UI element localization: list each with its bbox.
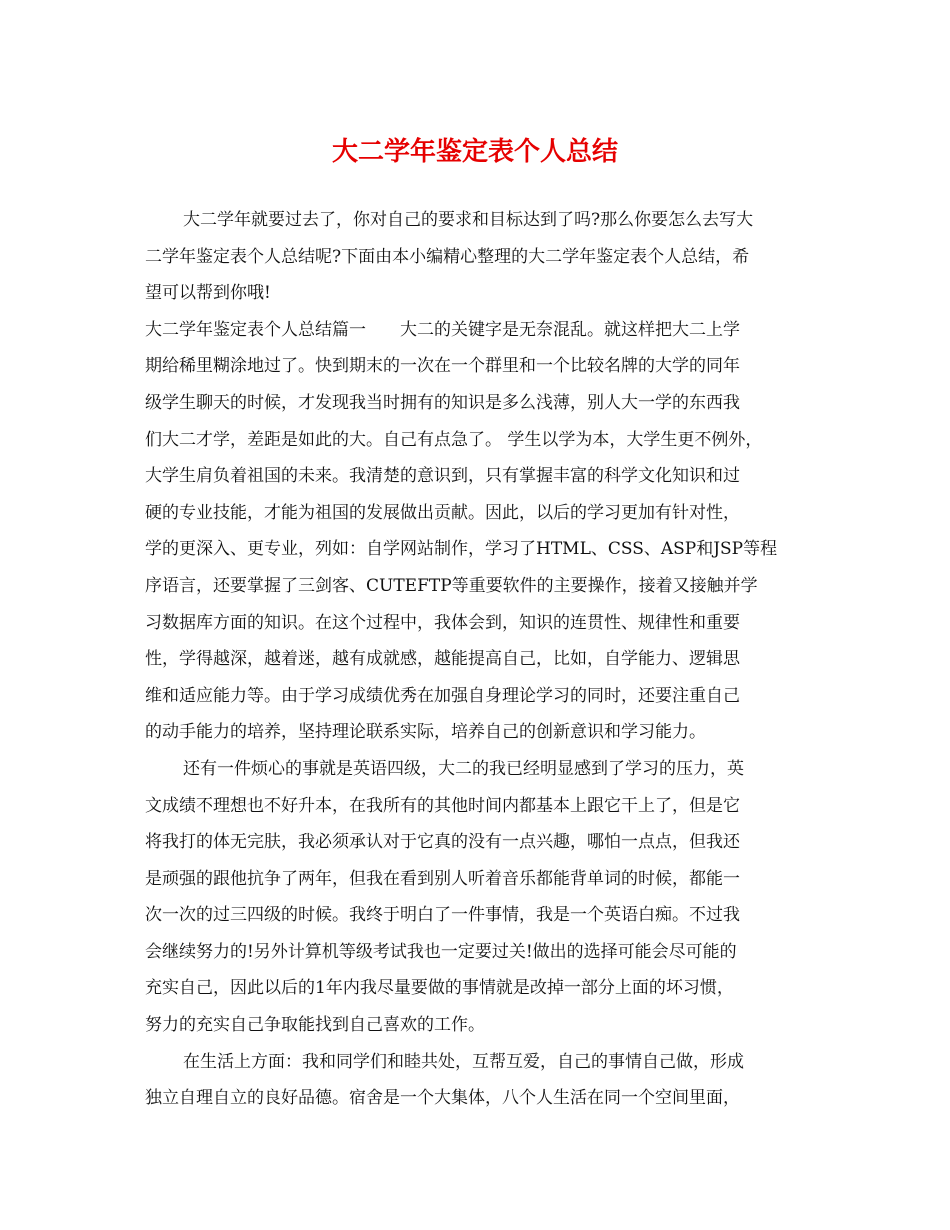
text-line: 硬的专业技能，才能为祖国的发展做出贡献。因此，以后的学习更加有针对性， bbox=[145, 502, 740, 523]
document-title: 大二学年鉴定表个人总结 bbox=[331, 137, 618, 167]
text-line: 期给稀里糊涂地过了。快到期末的一次在一个群里和一个比较名牌的大学的同年 bbox=[145, 356, 740, 377]
text-line: 独立自理自立的良好品德。宿舍是一个大集体，八个人生活在同一个空间里面， bbox=[145, 1088, 740, 1109]
text-line: 努力的充实自己争取能找到自己喜欢的工作。 bbox=[145, 1015, 485, 1036]
text-line: 们大二才学，差距是如此的大。自己有点急了。 学生以学为本，大学生更不例外， bbox=[145, 429, 763, 450]
text-line: 大学生肩负着祖国的未来。我清楚的意识到，只有掌握丰富的科学文化知识和过 bbox=[145, 466, 740, 487]
text-line: 大二学年鉴定表个人总结篇一 大二的关键字是无奈混乱。就这样把大二上学 bbox=[145, 319, 740, 340]
text-line: 充实自己，因此以后的1年内我尽量要做的事情就是改掉一部分上面的坏习惯， bbox=[145, 978, 734, 999]
document-body bbox=[145, 202, 810, 1117]
text-line: 大二学年就要过去了，你对自己的要求和目标达到了吗?那么你要怎么去写大 bbox=[183, 210, 754, 230]
text-line: 将我打的体无完肤，我必须承认对于它真的没有一点兴趣，哪怕一点点，但我还 bbox=[145, 832, 740, 853]
text-line: 学的更深入、更专业，列如：自学网站制作，学习了HTML、CSS、ASP和JSP等程 bbox=[145, 539, 778, 560]
paragraph-english-exam bbox=[145, 751, 810, 1044]
text-line: 级学生聊天的时候，才发现我当时拥有的知识是多么浅薄，别人大一学的东西我 bbox=[145, 392, 740, 413]
text-line: 是顽强的跟他抗争了两年，但我在看到别人听着音乐都能背单词的时候，都能一 bbox=[145, 868, 740, 889]
text-line: 会继续努力的!另外计算机等级考试我也一定要过关!做出的选择可能会尽可能的 bbox=[145, 941, 737, 962]
text-line: 性，学得越深，越着迷，越有成就感，越能提高自己，比如，自学能力、逻辑思 bbox=[145, 649, 740, 670]
text-line: 维和适应能力等。由于学习成绩优秀在加强自身理论学习的同时，还要注重自己 bbox=[145, 685, 740, 706]
text-line: 还有一件烦心的事就是英语四级，大二的我已经明显感到了学习的压力，英 bbox=[183, 758, 744, 779]
paragraph-intro bbox=[145, 202, 810, 312]
text-line: 习数据库方面的知识。在这个过程中，我体会到，知识的连贯性、规律性和重要 bbox=[145, 612, 740, 633]
text-line: 文成绩不理想也不好升本，在我所有的其他时间内都基本上跟它干上了，但是它 bbox=[145, 795, 740, 816]
text-line: 在生活上方面：我和同学们和睦共处，互帮互爱，自己的事情自己做，形成 bbox=[183, 1051, 744, 1072]
text-line: 二学年鉴定表个人总结呢?下面由本小编精心整理的大二学年鉴定表个人总结，希 bbox=[145, 246, 750, 267]
text-line: 的动手能力的培养，坚持理论联系实际，培养自己的创新意识和学习能力。 bbox=[145, 722, 706, 743]
paragraph-part-one bbox=[145, 312, 810, 751]
text-line: 次一次的过三四级的时候。我终于明白了一件事情，我是一个英语白痴。不过我 bbox=[145, 905, 740, 926]
text-line: 望可以帮到你哦! bbox=[145, 283, 271, 304]
text-line: 序语言，还要掌握了三剑客、CUTEFTP等重要软件的主要操作，接着又接触并学 bbox=[145, 575, 758, 596]
paragraph-life bbox=[145, 1044, 810, 1117]
